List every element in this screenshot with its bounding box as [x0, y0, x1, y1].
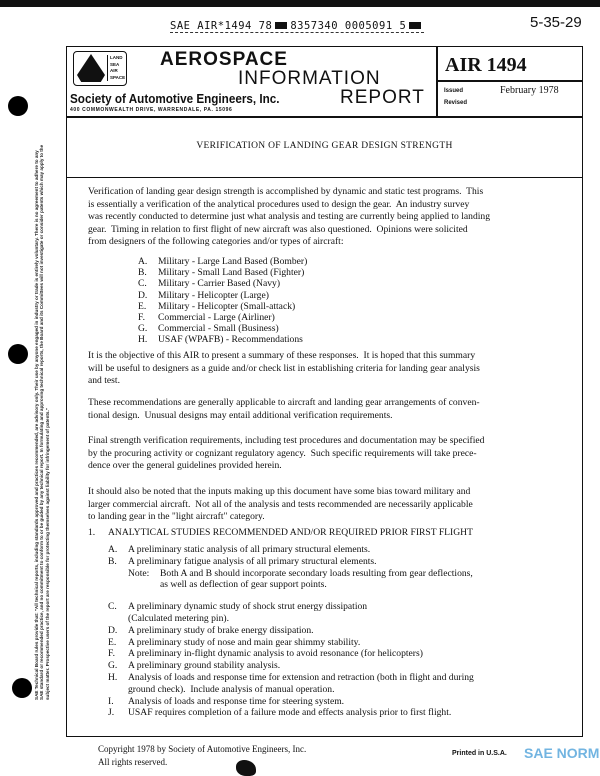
category-list: [138, 256, 307, 346]
item-letter: H.: [138, 334, 148, 346]
list-item: [108, 696, 474, 708]
binder-hole: [8, 96, 28, 116]
item-text: Military - Small Land Based (Fighter): [158, 267, 305, 279]
applicability-paragraph: These recommendations are generally applicable to aircraft and landing gear arrangements of conven- tional design. Unusual designs may entail additional verification requirements.: [88, 397, 480, 421]
section-1-list: [108, 544, 474, 719]
issued-label: Issued: [444, 88, 464, 94]
report-type-line-3: REPORT: [340, 87, 425, 108]
category-item: [138, 301, 307, 312]
item-letter: G.: [138, 323, 148, 335]
item-text: A preliminary study of nose and main gear shimmy stability.: [128, 636, 361, 648]
copyright: Copyright 1978 by Society of Automotive Engineers, Inc.: [98, 744, 307, 754]
item-text: Commercial - Large (Airliner): [158, 312, 275, 324]
item-text: Military - Large Land Based (Bomber): [158, 256, 308, 267]
item-letter: F.: [138, 312, 145, 324]
list-item: [108, 625, 474, 637]
category-item: [138, 278, 307, 289]
code-right: 8357340 0005091 5: [290, 20, 407, 32]
organization-name: Society of Automotive Engineers, Inc.: [70, 91, 280, 106]
item-letter: D.: [138, 289, 148, 301]
bias-paragraph: It should also be noted that the inputs making up this document have some bias toward military and larger commercial aircraft. Not all of the analysis and tests recommended are necessarily applicable to landing gear in the "light aircraft" category.: [88, 486, 473, 523]
handwritten-number: 5-35-29: [530, 14, 582, 31]
item-letter: B.: [138, 267, 147, 279]
category-item: [138, 334, 307, 345]
item-text: A preliminary ground stability analysis.: [128, 660, 281, 672]
intro-paragraph: Verification of landing gear design strength is accomplished by dynamic and static test programs. This is essentially a verification of the analytical procedures used to design the gear. An industry survey was recently conducted to determine just what analysis and testing are currently being applied to landing gear. Timing in relation to first flight of new aircraft was also questioned. Opinions were solicited from designers of the following categories and/or types of aircraft:: [88, 186, 491, 248]
item-letter: D.: [108, 624, 118, 636]
sae-technical-board-notice: SAE Technical Board rules provide that: "All technical reports, including standards approved and practices recommended, are advisory only. Their use by anyone engaged in industry or trade is entirely voluntary. There is no agreement to adhere to any SAE standard or recommended practice, and no commitment to conform to or be guided by any technical report. In formulating and approving technical reports, the Board and its Committees will not investigate or consider patents which may apply to the subject matter. Prospective users of the report are responsible for protecting themselves against liability for infringement of patents.": [34, 144, 50, 700]
report-type-line-2: INFORMATION: [238, 68, 381, 89]
revised-label: Revised: [444, 100, 468, 106]
objective-paragraph: It is the objective of this AIR to present a summary of these responses. It is hoped that this summary will be useful to designers as a guide and/or check list in establishing criteria for landing gear analysis and test.: [88, 350, 480, 387]
list-item: [108, 672, 474, 696]
document-code-stamp: [170, 20, 424, 33]
list-item: [108, 648, 474, 660]
printed-in-usa: Printed in U.S.A.: [452, 750, 507, 757]
binder-hole: [8, 344, 28, 364]
item-text: USAF requires completion of a failure mode and effects analysis prior to first flight.: [128, 707, 452, 719]
item-text: A preliminary in-flight dynamic analysis to avoid resonance (for helicopters): [128, 648, 423, 660]
binder-hole: [12, 678, 32, 698]
list-item: [108, 637, 474, 649]
item-letter: G.: [108, 660, 118, 672]
item-letter: I.: [108, 695, 114, 707]
scan-edge: [0, 0, 600, 7]
item-text: Analysis of loads and response time for extension and retraction (both in flight and during ground check). Include analysis of manual operation.: [128, 671, 474, 695]
organization-address: 400 COMMONWEALTH DRIVE, WARRENDALE, PA. 15096: [70, 107, 233, 113]
code-left: SAE AIR*1494 78: [170, 20, 273, 32]
item-text: A preliminary static analysis of all primary structural elements.: [128, 544, 371, 555]
item-text: Military - Helicopter (Small-attack): [158, 300, 296, 312]
item-text: Commercial - Small (Business): [158, 323, 279, 335]
item-letter: H.: [108, 671, 118, 683]
logo-words: LAND SEA AIR SPACE: [107, 55, 125, 81]
requirements-paragraph: Final strength verification requirements, including test procedures and documentation may be specified by the procuring activity or cognizant regulatory agency. Such specific requirements will take prece- dence over the general guidelines provided herein.: [88, 435, 485, 472]
document-number: AIR 1494: [445, 54, 527, 76]
item-letter: A.: [138, 256, 148, 267]
item-letter: C.: [138, 278, 147, 290]
category-item: [138, 267, 307, 278]
list-item: [108, 544, 474, 556]
item-letter: C.: [108, 601, 117, 613]
item-text: A preliminary fatigue analysis of all primary structural elements.: [128, 555, 377, 567]
list-item: [108, 660, 474, 672]
item-text: Analysis of loads and response time for steering system.: [128, 695, 345, 707]
category-item: [138, 290, 307, 301]
item-text: Military - Helicopter (Large): [158, 289, 269, 301]
rights-reserved: All rights reserved.: [98, 757, 168, 767]
list-item: [108, 707, 474, 719]
list-item: [108, 556, 474, 568]
category-item: [138, 256, 307, 267]
document-title: VERIFICATION OF LANDING GEAR DESIGN STRENGTH: [196, 141, 453, 151]
item-letter: J.: [108, 707, 115, 719]
issued-date: February 1978: [500, 85, 559, 96]
note: [108, 568, 474, 592]
item-letter: E.: [108, 636, 117, 648]
shield-icon: [77, 54, 105, 82]
section-number: 1.: [88, 527, 96, 538]
item-text: Military - Carrier Based (Navy): [158, 278, 281, 290]
divider: [436, 46, 438, 117]
note-label: Note:: [128, 567, 150, 579]
note-text: Both A and B should incorporate secondary loads resulting from gear deflections, as well as deflection of gear support points.: [160, 567, 473, 591]
report-type-line-1: AEROSPACE: [160, 49, 288, 70]
scan-smudge: [236, 760, 256, 776]
item-text: USAF (WPAFB) - Recommendations: [158, 334, 303, 346]
item-text: A preliminary dynamic study of shock strut energy dissipation (Calculated metering pin).: [128, 601, 368, 624]
item-letter: A.: [108, 544, 118, 555]
section-title: ANALYTICAL STUDIES RECOMMENDED AND/OR REQUIRED PRIOR FIRST FLIGHT: [108, 527, 473, 538]
list-item: [108, 601, 474, 625]
divider: [437, 80, 582, 82]
sae-logo: [73, 51, 127, 86]
watermark-logo: SAE NORM: [524, 745, 600, 761]
item-text: A preliminary study of brake energy dissipation.: [128, 624, 314, 636]
section-1-heading: [88, 527, 473, 540]
category-item: [138, 323, 307, 334]
category-item: [138, 312, 307, 323]
item-letter: B.: [108, 555, 117, 567]
item-letter: E.: [138, 300, 147, 312]
item-letter: F.: [108, 648, 115, 660]
